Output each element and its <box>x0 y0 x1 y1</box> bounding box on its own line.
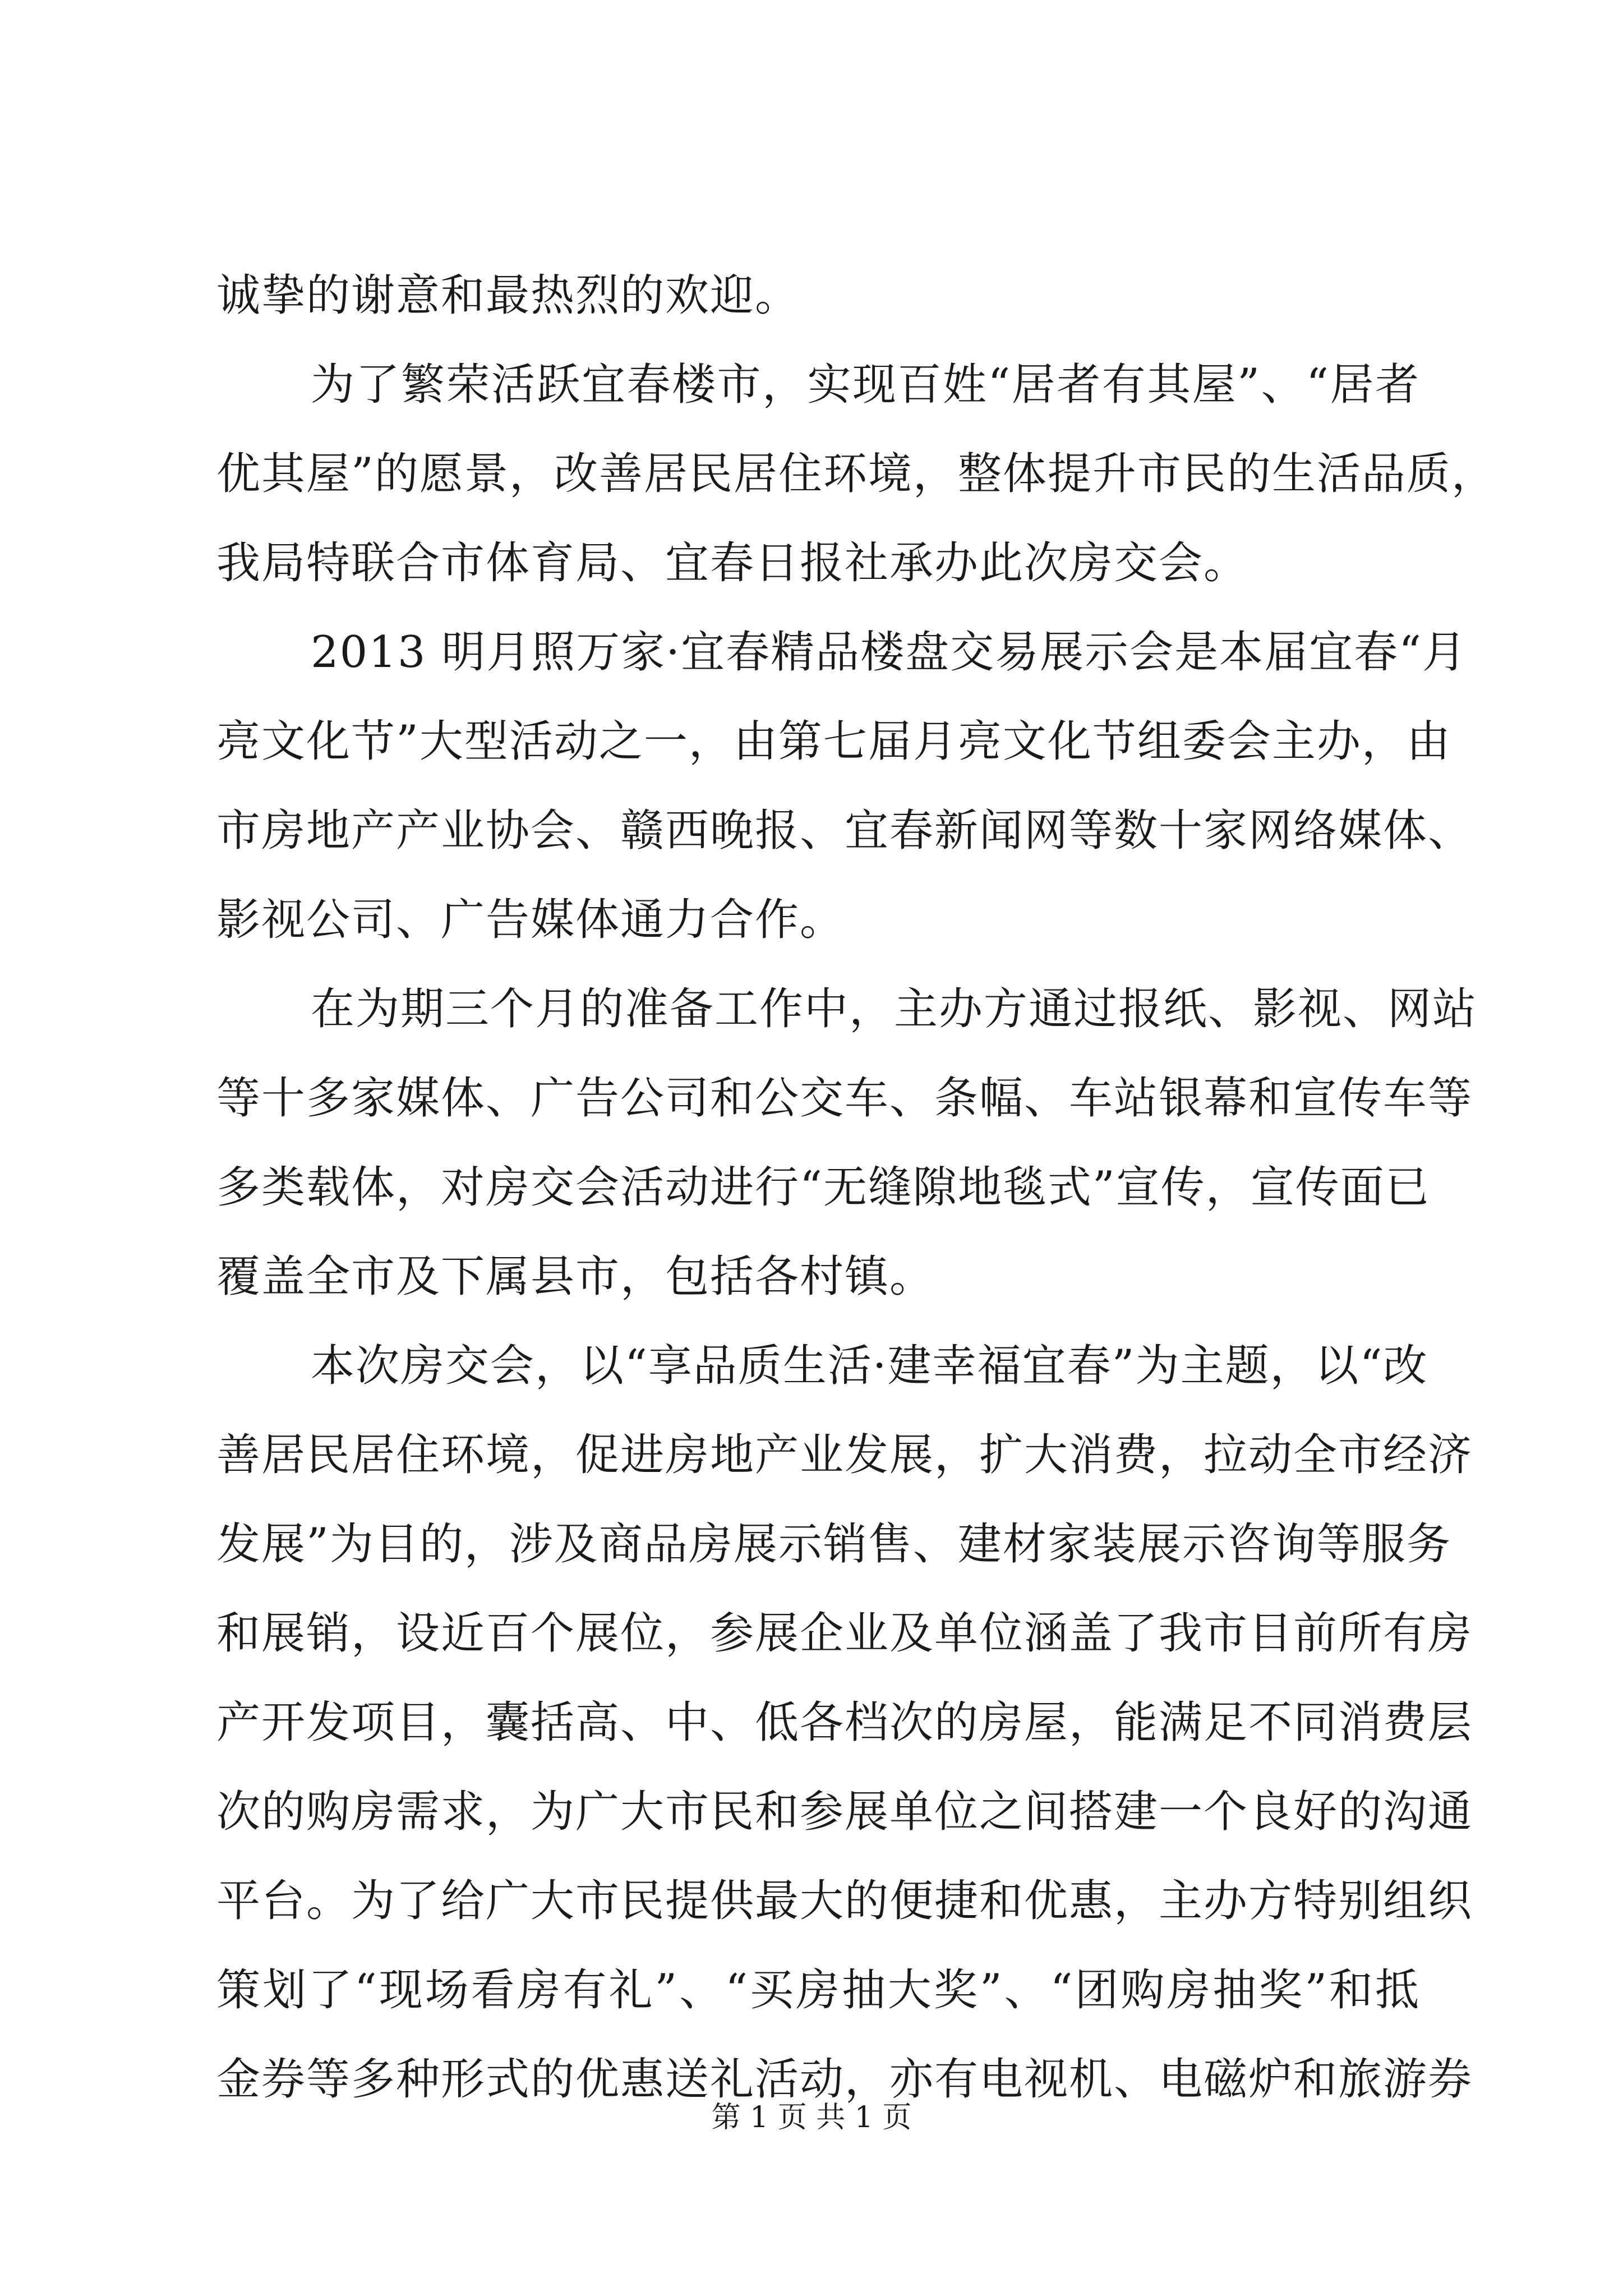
paragraph-start-line: 为了繁荣活跃宜春楼市，实现百姓“居者有其屋”、“居者 <box>311 360 1420 410</box>
text-line: 策划了“现场看房有礼”、“买房抽大奖”、“团购房抽奖”和抵 <box>216 1965 1420 2016</box>
text-line: 诚挚的谢意和最热烈的欢迎。 <box>216 270 800 321</box>
text-line: 产开发项目，囊括高、中、低各档次的房屋，能满足不同消费层 <box>216 1697 1473 1748</box>
text-line: 我局特联合市体育局、宜春日报社承办此次房交会。 <box>216 538 1249 588</box>
page-footer: 第 1 页 共 1 页 <box>711 2101 912 2134</box>
text-line: 平台。为了给广大市民提供最大的便捷和优惠，主办方特别组织 <box>216 1876 1473 1926</box>
paragraph-start-line: 2013 明月照万家·宜春精品楼盘交易展示会是本届宜春“月 <box>311 627 1467 678</box>
text-line: 金券等多种形式的优惠送礼活动，亦有电视机、电磁炉和旅游券 <box>216 2054 1473 2105</box>
paragraph-start-line: 本次房交会，以“享品质生活·建幸福宜春”为主题，以“改 <box>311 1341 1428 1391</box>
text-line: 等十多家媒体、广告公司和公交车、条幅、车站银幕和宣传车等 <box>216 1073 1473 1124</box>
body-text <box>216 251 1496 2124</box>
text-line: 次的购房需求，为广大市民和参展单位之间搭建一个良好的沟通 <box>216 1787 1473 1837</box>
text-line: 善居民居住环境，促进房地产业发展，扩大消费，拉动全市经济 <box>216 1430 1473 1480</box>
text-line: 亮文化节”大型活动之一，由第七届月亮文化节组委会主办，由 <box>216 716 1451 767</box>
text-line: 市房地产产业协会、赣西晚报、宜春新闻网等数十家网络媒体、 <box>216 806 1473 856</box>
text-line: 覆盖全市及下属县市，包括各村镇。 <box>216 1251 935 1302</box>
text-line: 优其屋”的愿景，改善居民居住环境，整体提升市民的生活品质， <box>216 449 1496 499</box>
text-line: 多类载体，对房交会活动进行“无缝隙地毯式”宣传，宣传面已 <box>216 1162 1430 1213</box>
paragraph-start-line: 在为期三个月的准备工作中，主办方通过报纸、影视、网站 <box>311 984 1478 1034</box>
text-line: 和展销，设近百个展位，参展企业及单位涵盖了我市目前所有房 <box>216 1608 1473 1659</box>
text-line: 发展”为目的，涉及商品房展示销售、建材家装展示咨询等服务 <box>216 1519 1451 1570</box>
text-line: 影视公司、广告媒体通力合作。 <box>216 895 845 945</box>
